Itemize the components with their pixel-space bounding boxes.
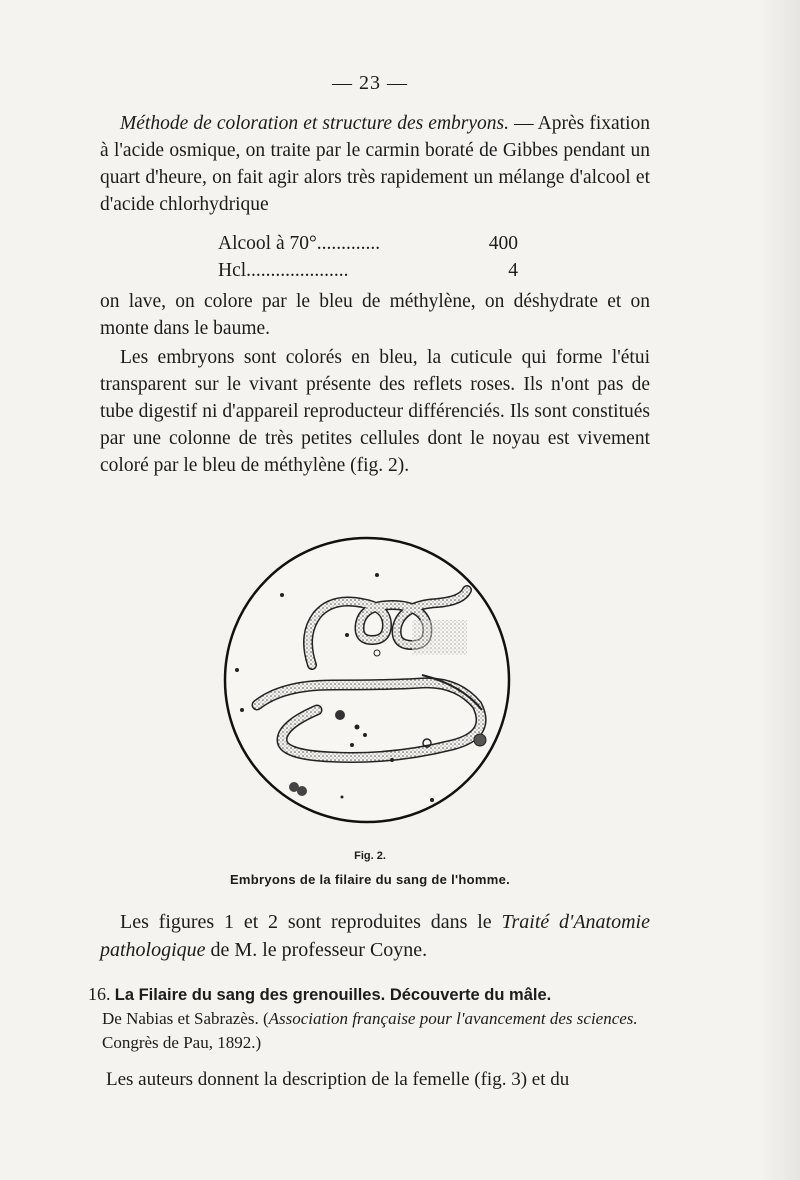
blood-cell <box>240 708 244 712</box>
paragraph-embryos <box>100 344 650 479</box>
blood-cell <box>350 743 354 747</box>
formula-row <box>218 257 518 284</box>
method-heading: Méthode de coloration et structure des embryons. <box>120 113 509 134</box>
formula-table <box>218 230 518 284</box>
formula-label: Hcl..................... <box>218 260 349 281</box>
blood-cell <box>345 633 349 637</box>
microscope-field-drawing <box>222 535 512 825</box>
paragraph-method <box>100 110 650 218</box>
page-number: — 23 — <box>332 72 408 94</box>
paragraph-authors-description: Les auteurs donnent la description de la femelle (fig. 3) et du <box>106 1069 570 1090</box>
page-edge-shadow <box>760 0 800 1180</box>
entry-number: 16. <box>88 984 111 1004</box>
formula-value: 400 <box>488 233 518 254</box>
entry-congress: Congrès de Pau, 1892.) <box>102 1033 262 1052</box>
entry-journal: Association française pour l'avancement des sciences. <box>268 1009 638 1028</box>
blood-cell <box>235 668 239 672</box>
entry-authors: De Nabias et Sabrazès. ( <box>102 1009 269 1028</box>
paragraph-wash: on lave, on colore par le bleu de méthylène, on déshydrate et on monte dans le baume. <box>100 291 650 339</box>
figure-2-illustration <box>222 535 512 825</box>
figure-label: Fig. 2. <box>354 850 386 862</box>
embryos-text: Les embryons sont colorés en bleu, la cuticule qui forme l'étui transparent sur le vivant présente des reflets roses. Ils n'ont pas de tube digestif ni d'appareil reproducteur différenciés. Ils sont constitués par une colonne de très petites cellules dont le noyau est vivement coloré par le bleu de méthylène (fig. 2). <box>100 347 650 476</box>
formula-value: 4 <box>508 260 518 281</box>
entry-title: La Filaire du sang des grenouilles. Découverte du mâle. <box>114 986 552 1004</box>
blood-cell <box>375 573 379 577</box>
treatise-title: Traité d'Anatomie pathologique <box>100 911 650 961</box>
blood-cell <box>390 758 394 762</box>
formula-label: Alcool à 70°............. <box>218 233 381 254</box>
formula-row <box>218 230 518 257</box>
granular-area <box>412 620 467 655</box>
blood-cell <box>430 798 434 802</box>
figure-caption: Embryons de la filaire du sang de l'homme. <box>229 872 511 887</box>
method-text: — Après fixation à l'acide osmique, on traite par le carmin boraté de Gibbes pendant un quart d'heure, on fait agir alors très rapidement un mélange d'alcool et d'acide chlorhydrique <box>100 113 650 215</box>
blood-cell <box>280 593 284 597</box>
paragraph-figures-source <box>100 908 650 964</box>
blood-cell <box>363 733 367 737</box>
reference-entry-16 <box>88 982 658 1055</box>
blood-cell <box>355 725 360 730</box>
figures-source-text: Les figures 1 et 2 sont reproduites dans le <box>120 911 502 933</box>
entry-citation <box>88 1007 658 1055</box>
blood-cell <box>474 734 486 746</box>
blood-cell <box>341 796 344 799</box>
figures-source-end: de M. le professeur Coyne. <box>205 939 428 961</box>
blood-cell <box>297 786 307 796</box>
blood-cell <box>335 710 345 720</box>
